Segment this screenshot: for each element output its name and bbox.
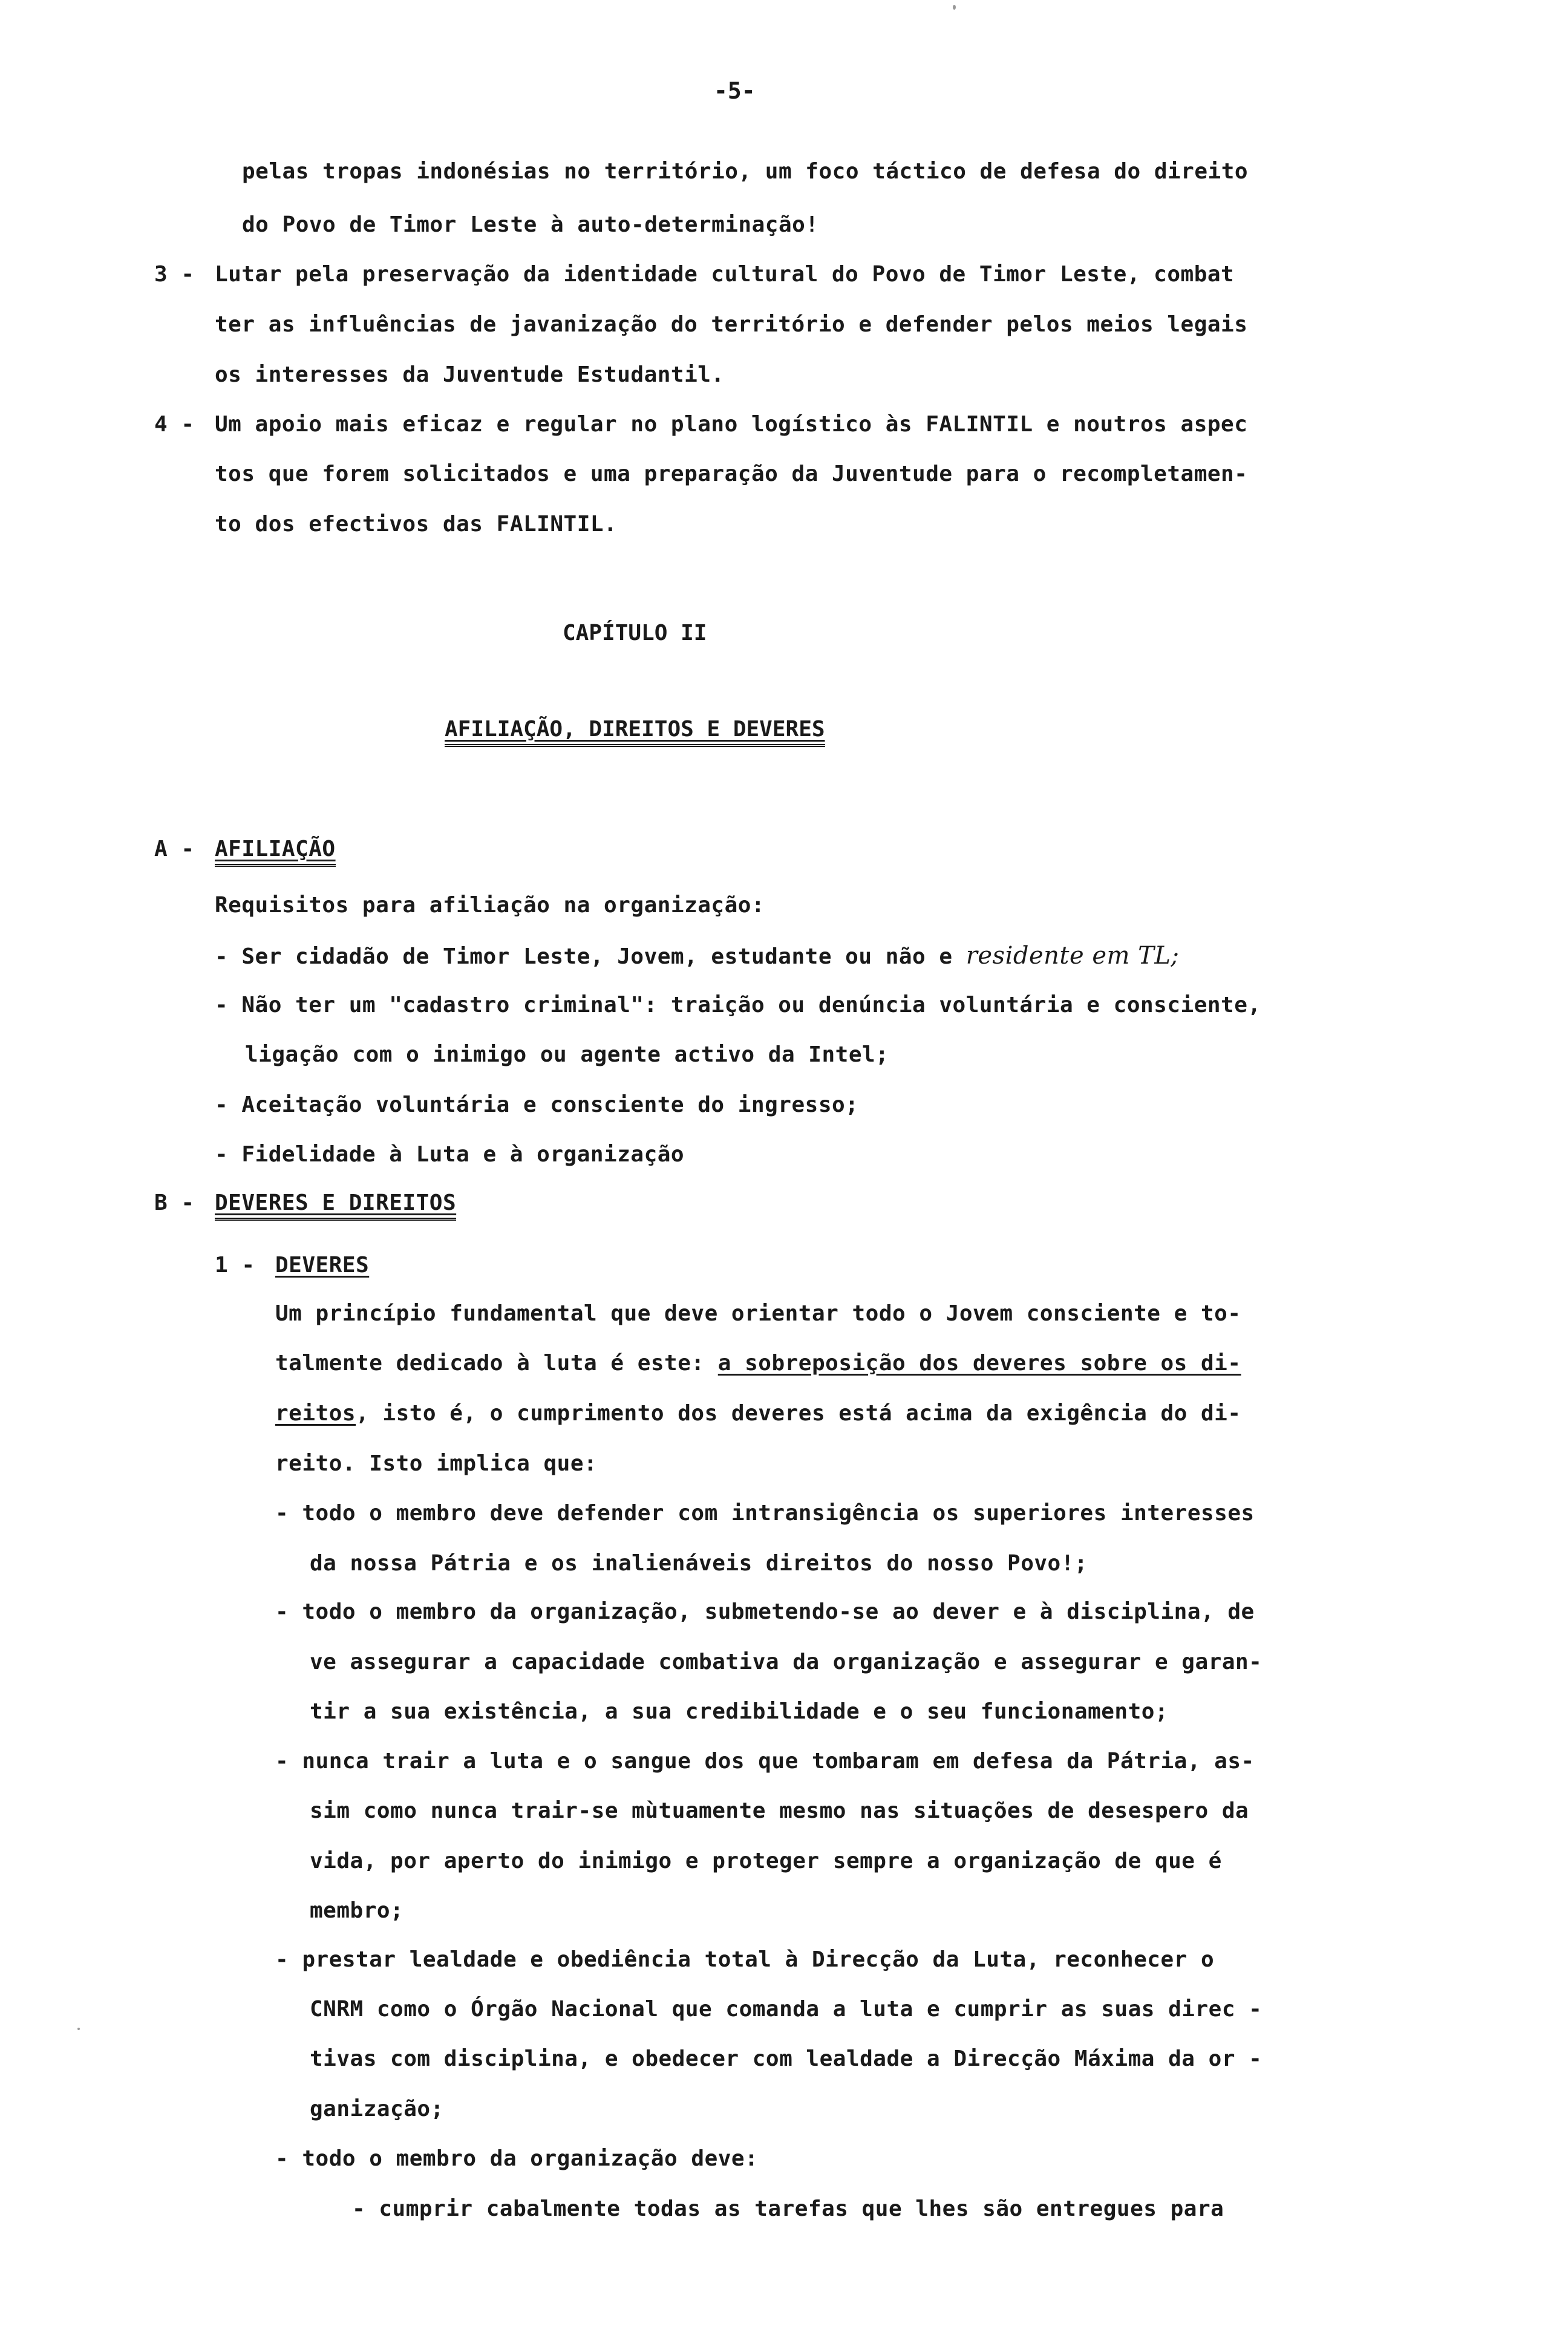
principle-line-4: reito. Isto implica que: <box>275 1451 598 1476</box>
item-4-line-1: Um apoio mais eficaz e regular no plano logístico às FALINTIL e noutros aspec <box>215 412 1248 437</box>
subsection-1-label: 1 - <box>215 1253 255 1278</box>
item-3-line-2: ter as influências de javanização do território e defender pelos meios legais <box>215 312 1248 337</box>
item-3-number: 3 - <box>154 262 195 287</box>
requirement-4: - Fidelidade à Luta e à organização <box>215 1142 685 1167</box>
duty-5-subitem-1: - cumprir cabalmente todas as tarefas que lhes são entregues para <box>352 2196 1224 2221</box>
subsection-1-heading <box>275 1252 369 1279</box>
duty-4-line-2: CNRM como o Órgão Nacional que comanda a luta e cumprir as suas direc - <box>310 1997 1263 2022</box>
item-3-line-3: os interesses da Juventude Estudantil. <box>215 362 725 387</box>
duty-4-line-1: - prestar lealdade e obediência total à Direcção da Luta, reconhecer o <box>275 1947 1215 1972</box>
scan-speck <box>953 5 956 10</box>
section-a-label: A - <box>154 837 195 861</box>
chapter-subtitle <box>445 717 825 742</box>
requirements-intro: Requisitos para afiliação na organização: <box>215 893 765 918</box>
principle-line-3-text: , isto é, o cumprimento dos deveres está acima da exigência do di- <box>356 1401 1241 1426</box>
duty-1-line-1: - todo o membro deve defender com intransigência os superiores interesses <box>275 1501 1255 1526</box>
section-b-label: B - <box>154 1190 195 1215</box>
item-4-line-3: to dos efectivos das FALINTIL. <box>215 512 618 537</box>
duty-2-line-2: ve assegurar a capacidade combativa da organização e assegurar e garan- <box>310 1650 1263 1674</box>
requirement-2-line-1: - Não ter um "cadastro criminal": traição ou denúncia voluntária e consciente, <box>215 993 1261 1017</box>
page-number: -5- <box>714 77 756 104</box>
duty-4-line-4: ganização; <box>310 2097 444 2121</box>
principle-line-2 <box>275 1350 1241 1377</box>
section-a-heading-text: AFILIAÇÃO <box>215 837 336 867</box>
chapter-title: CAPÍTULO II <box>563 621 707 645</box>
duty-1-line-2: da nossa Pátria e os inalienáveis direitos do nosso Povo!; <box>310 1551 1088 1576</box>
principle-emphasis-end: reitos <box>275 1401 356 1426</box>
duty-3-line-4: membro; <box>310 1898 404 1923</box>
item-4-number: 4 - <box>154 412 195 437</box>
duty-2-line-1: - todo o membro da organização, submetendo-se ao dever e à disciplina, de <box>275 1599 1255 1624</box>
requirement-1 <box>215 942 1179 970</box>
duty-4-line-3: tivas com disciplina, e obedecer com lealdade a Direcção Máxima da or - <box>310 2046 1263 2071</box>
section-b-heading-text: DEVERES E DIREITOS <box>215 1190 456 1221</box>
item-4-line-2: tos que forem solicitados e uma preparação da Juventude para o recompletamen- <box>215 462 1248 486</box>
requirement-3: - Aceitação voluntária e consciente do ingresso; <box>215 1092 859 1117</box>
item-3-line-1: Lutar pela preservação da identidade cultural do Povo de Timor Leste, combat <box>215 262 1235 287</box>
section-b-heading <box>215 1190 456 1216</box>
intro-line-2: do Povo de Timor Leste à auto-determinação! <box>242 212 819 237</box>
principle-emphasis: a sobreposição dos deveres sobre os di- <box>717 1351 1241 1376</box>
duty-3-line-2: sim como nunca trair-se mùtuamente mesmo nas situações de desespero da <box>310 1798 1249 1823</box>
handwritten-annotation: residente em TL; <box>965 942 1180 970</box>
principle-line-2-text: talmente dedicado à luta é este: <box>275 1351 705 1376</box>
chapter-subtitle-text: AFILIAÇÃO, DIREITOS E DEVERES <box>445 717 825 747</box>
duty-3-line-1: - nunca trair a luta e o sangue dos que tombaram em defesa da Pátria, as- <box>275 1749 1255 1774</box>
duty-3-line-3: vida, por aperto do inimigo e proteger sempre a organização de que é <box>310 1849 1222 1873</box>
section-a-heading <box>215 836 336 863</box>
principle-line-3 <box>275 1400 1241 1427</box>
duty-2-line-3: tir a sua existência, a sua credibilidade e o seu funcionamento; <box>310 1699 1169 1724</box>
duty-5: - todo o membro da organização deve: <box>275 2146 759 2171</box>
intro-line-1: pelas tropas indonésias no território, um foco táctico de defesa do direito <box>242 159 1249 184</box>
requirement-2-line-2: ligação com o inimigo ou agente activo da Intel; <box>245 1042 889 1067</box>
requirement-1-text: - Ser cidadão de Timor Leste, Jovem, estudante ou não e <box>215 944 953 969</box>
subsection-1-heading-text: DEVERES <box>275 1253 370 1278</box>
principle-line-1: Um princípio fundamental que deve orientar todo o Jovem consciente e to- <box>275 1301 1241 1326</box>
scan-speck <box>77 2028 80 2030</box>
